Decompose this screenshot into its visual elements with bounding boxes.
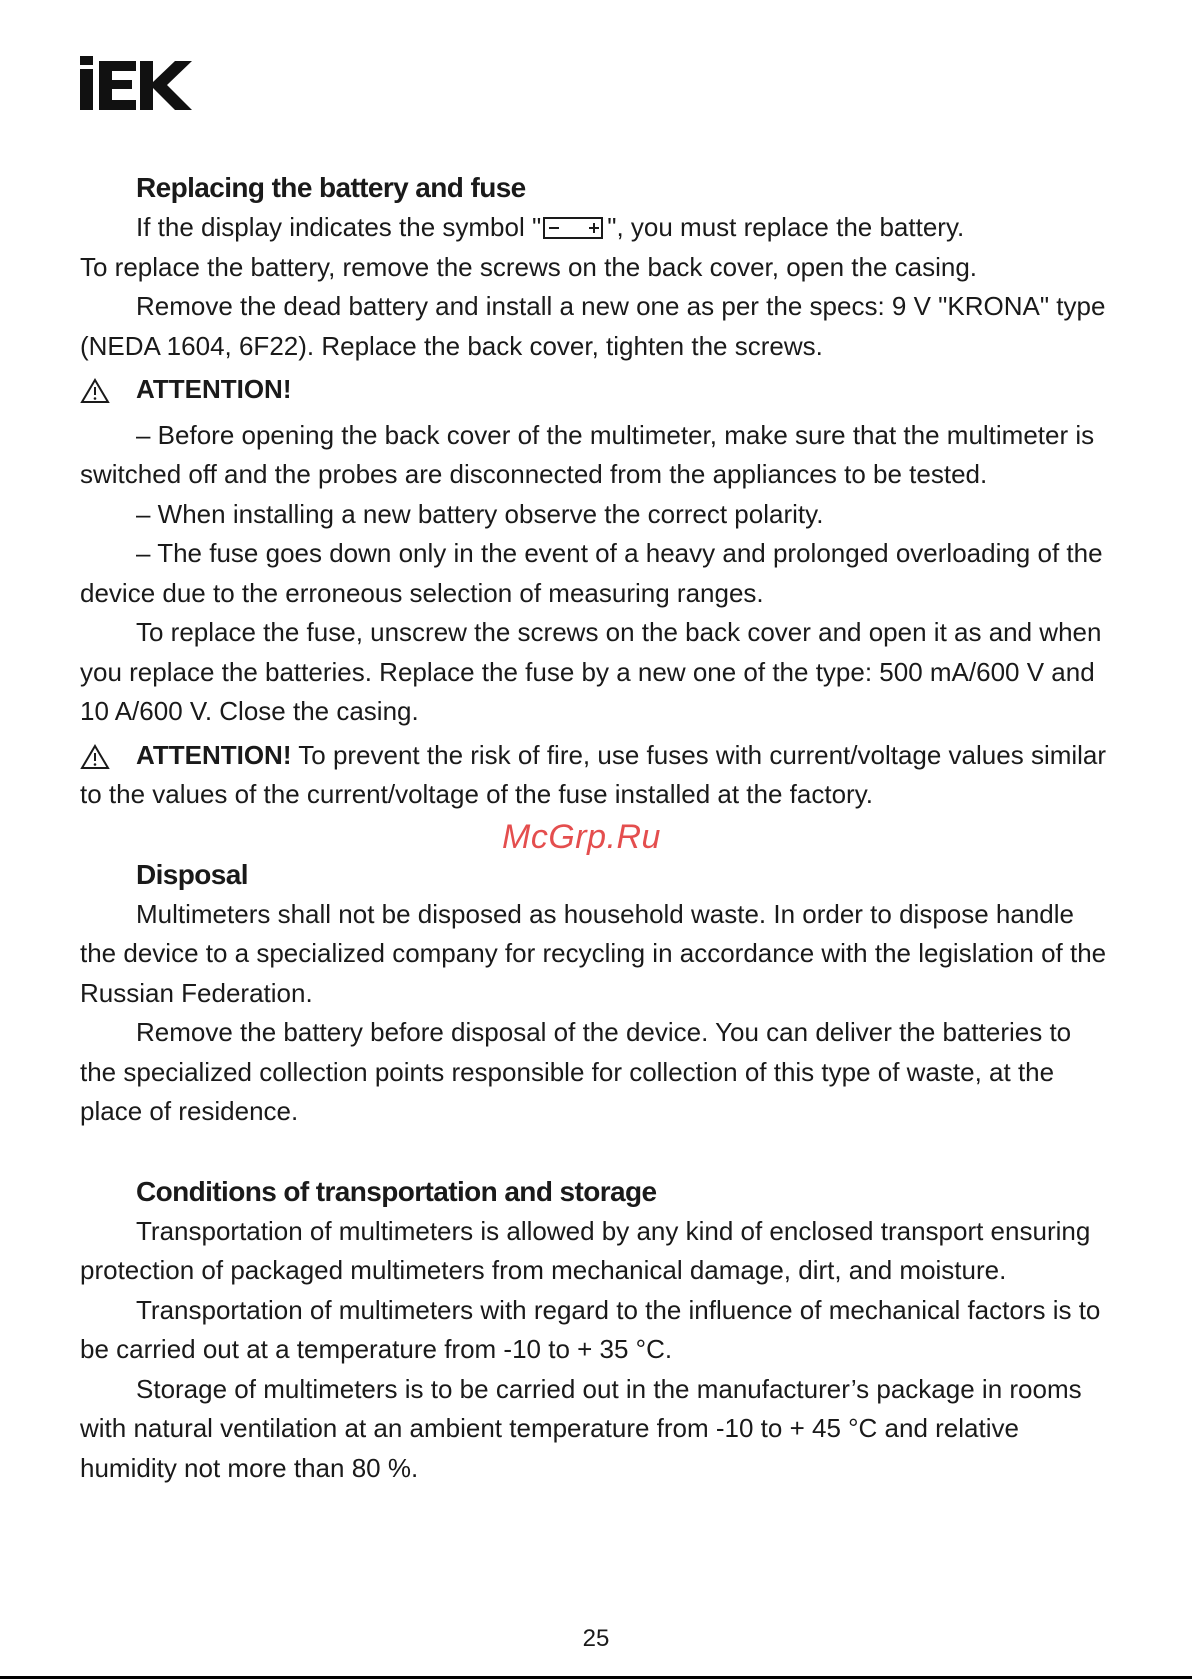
disposal-paragraph-1: Multimeters shall not be disposed as household waste. In order to dispose handle the device to a specialized company for recycling in accordance with the legislation of the Russian Federation.: [80, 898, 1107, 1008]
attention-2-text: ATTENTION! To prevent the risk of fire, use fuses with current/voltage values similar to the values of the current/voltage of the fuse installed at the factory.: [80, 739, 1107, 809]
disposal-heading: Disposal: [136, 858, 248, 890]
battery-icon: [543, 216, 605, 240]
battery-heading: Replacing the battery and fuse: [136, 172, 526, 203]
transport-paragraph-1: Transportation of multimeters is allowed by any kind of enclosed transport ensuring protection of packaged multimeters from mechanical damage, dirt, and moisture.: [80, 1215, 1091, 1285]
transport-paragraph-2: Transportation of multimeters with regard to the influence of mechanical factors is to be carried out at a temperature from -10 to + 35 °C.: [80, 1294, 1101, 1364]
battery-paragraph-3: Remove the dead battery and install a new one as per the specs: 9 V "KRONA" type (NEDA 1604, 6F22). Replace the back cover, tighten the screws.: [80, 291, 1106, 361]
transport-heading: Conditions of transportation and storage: [136, 1175, 657, 1207]
battery-symbol-paragraph: If the display indicates the symbol " ", you must replace the battery.: [136, 212, 965, 242]
page-number: 25: [582, 1625, 610, 1652]
warning-triangle-icon: [80, 370, 136, 416]
watermark: McGrp.Ru: [502, 818, 661, 856]
bullet-1: – Before opening the back cover of the multimeter, make sure that the multimeter is switched off and the probes are disconnected from the appliances to be tested.: [80, 419, 1095, 489]
attention-block-2: [80, 736, 1110, 815]
bullet-2: – When installing a new battery observe the correct polarity.: [136, 498, 824, 529]
bullet-3: – The fuse goes down only in the event of a heavy and prolonged overloading of the device due to the erroneous selection of measuring ranges.: [80, 538, 1103, 608]
iek-logo: [80, 56, 195, 115]
attention-block-1: [80, 370, 1110, 416]
disposal-paragraph-2: Remove the battery before disposal of the device. You can deliver the batteries to the specialized collection points responsible for collection of this type of waste, at the place of residence.: [80, 1017, 1072, 1126]
attention-label: ATTENTION!: [136, 374, 292, 404]
fuse-paragraph: To replace the fuse, unscrew the screws on the back cover and open it as and when you replace the batteries. Replace the fuse by a new one of the type: 500 mA/600 V and 10 A/600 V. Close the casing.: [80, 617, 1102, 726]
storage-paragraph: Storage of multimeters is to be carried out in the manufacturer’s package in rooms with natural ventilation at an ambient temperature from -10 to + 45 °C and relative humidity not more than 80 %.: [80, 1373, 1082, 1483]
battery-paragraph-2: To replace the battery, remove the screws on the back cover, open the casing.: [80, 251, 978, 282]
